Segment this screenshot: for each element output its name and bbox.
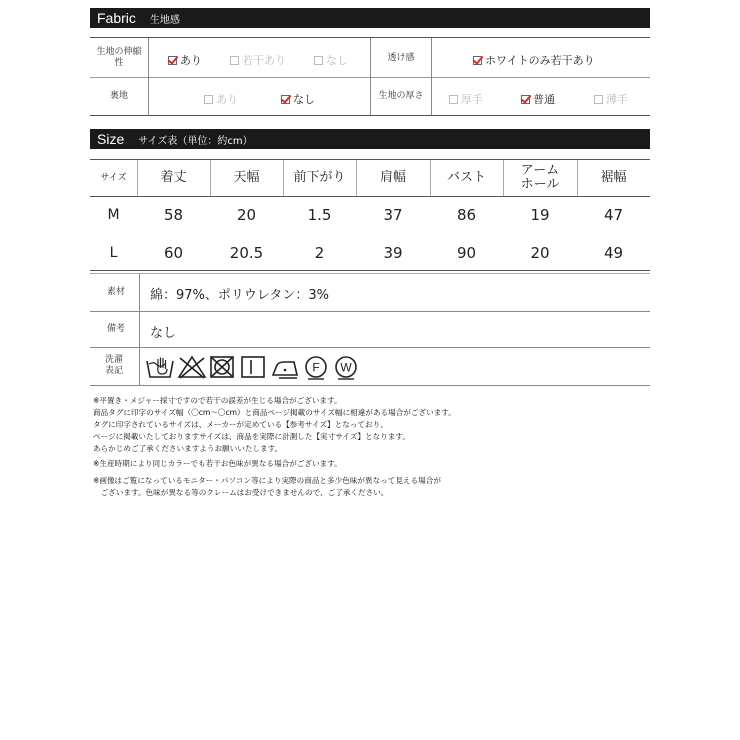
- sheer-option-white-slight: [473, 52, 595, 68]
- wet-clean-letter: W: [340, 360, 352, 375]
- note-line: あらかじめご了承くださいますようお願いいたします。: [93, 444, 283, 453]
- material-value: 綿：97%、ポリウレタン：3%: [150, 288, 329, 303]
- no-tumble-dry-icon: [209, 355, 235, 379]
- size-subtitle: サイズ表（単位：約cm）: [138, 135, 253, 147]
- remarks-value: なし: [150, 326, 177, 341]
- divider: [139, 274, 140, 385]
- size-cell: 58: [163, 206, 184, 224]
- stretch-label: 生地の伸縮性: [96, 47, 142, 68]
- thickness-option-thin: [594, 91, 628, 107]
- divider: [90, 196, 650, 197]
- remarks-label: 備考: [106, 324, 125, 334]
- size-column-header: 天幅: [233, 170, 260, 185]
- lining-option-no: [281, 91, 315, 107]
- thickness-label: 生地の厚さ: [378, 90, 424, 101]
- note-line: 商品タグに印字のサイズ幅（〇cm～〇cm）と商品ページ掲載のサイズ幅に相違がある場合がございます。: [93, 408, 456, 417]
- divider: [148, 38, 149, 115]
- divider: [283, 160, 284, 196]
- dry-clean-f-icon: [303, 355, 329, 381]
- divider: [90, 273, 650, 274]
- size-column-header: アーム ホール: [520, 163, 560, 192]
- size-column-header: 裾幅: [600, 170, 627, 185]
- stretch-option-slight: [230, 52, 286, 68]
- checkbox-checked-icon: [473, 56, 482, 65]
- checkbox-empty-icon: [204, 95, 213, 104]
- size-cell: 1.5: [307, 206, 332, 224]
- size-cell: 2: [314, 244, 325, 262]
- care-label: 洗濯表記: [104, 355, 123, 376]
- note-line: ※生産時期により同じカラーでも若干お色味が異なる場合がございます。: [93, 459, 342, 468]
- material-label: 素材: [106, 287, 125, 297]
- divider: [90, 385, 650, 386]
- divider: [90, 270, 650, 271]
- note-line: タグに印字されているサイズは、メーカーが定めている【参考サイズ】となっており、: [93, 420, 388, 429]
- stretch-option-yes: [168, 52, 202, 68]
- divider: [90, 311, 650, 312]
- lining-label: 裏地: [109, 90, 128, 101]
- size-cell: 60: [163, 244, 184, 262]
- size-cell: 20: [530, 244, 550, 262]
- wet-clean-w-icon: [333, 355, 359, 381]
- option-label: なし: [293, 93, 315, 106]
- size-cell: 20: [236, 206, 257, 224]
- divider: [90, 115, 650, 116]
- note-line: ページに掲載いたしておりますサイズは、商品を実際に計測した【実寸サイズ】となります。: [93, 432, 410, 441]
- size-title: Size: [97, 131, 125, 147]
- option-label: 普通: [533, 93, 555, 106]
- note-line: ※平置き・メジャー採寸ですので若干の誤差が生じる場合がございます。: [93, 396, 342, 405]
- size-cell: 37: [383, 206, 403, 224]
- option-label: ホワイトのみ若干あり: [485, 54, 595, 67]
- option-label: 厚手: [461, 93, 483, 106]
- size-cell: 47: [603, 206, 624, 224]
- hand-wash-icon: [145, 355, 175, 379]
- size-cell: 49: [603, 244, 624, 262]
- lining-option-yes: [204, 91, 238, 107]
- option-label: なし: [326, 54, 348, 67]
- sheer-label: 透け感: [387, 52, 415, 63]
- size-section-header: [90, 129, 650, 149]
- divider: [503, 160, 504, 196]
- option-label: 薄手: [606, 93, 628, 106]
- divider: [137, 160, 138, 196]
- fabric-title: Fabric: [97, 10, 136, 26]
- checkbox-checked-icon: [521, 95, 530, 104]
- note-line: ございます。色味が異なる等のクレームはお受けできませんので、ご了承ください。: [93, 488, 389, 497]
- fabric-subtitle: 生地感: [149, 14, 180, 26]
- note-line: ※画像はご覧になっているモニター・パソコン等により実際の商品と多少色味が異なって見える場合が: [93, 476, 441, 485]
- iron-low-icon: [270, 355, 300, 379]
- line-dry-icon: [240, 355, 266, 379]
- size-cell: 90: [456, 244, 477, 262]
- divider: [370, 38, 371, 115]
- checkbox-empty-icon: [230, 56, 239, 65]
- checkbox-empty-icon: [314, 56, 323, 65]
- size-column-header: 着丈: [160, 170, 187, 185]
- size-header-label: サイズ: [100, 173, 127, 183]
- checkbox-checked-icon: [281, 95, 290, 104]
- stretch-option-no: [314, 52, 348, 68]
- divider: [431, 38, 432, 115]
- divider: [210, 160, 211, 196]
- size-column-header: バスト: [446, 170, 486, 185]
- size-cell: 39: [383, 244, 403, 262]
- option-label: 若干あり: [242, 54, 286, 67]
- size-column-header: 前下がり: [293, 170, 346, 185]
- thickness-option-thick: [449, 91, 483, 107]
- thickness-option-normal: [521, 91, 555, 107]
- checkbox-empty-icon: [594, 95, 603, 104]
- divider: [430, 160, 431, 196]
- size-cell: 86: [456, 206, 477, 224]
- size-row-label: L: [109, 245, 118, 261]
- size-cell: 20.5: [229, 244, 264, 262]
- option-label: あり: [216, 93, 238, 106]
- fabric-section-header: [90, 8, 650, 28]
- checkbox-checked-icon: [168, 56, 177, 65]
- size-column-header: 肩幅: [379, 170, 406, 185]
- divider: [90, 347, 650, 348]
- size-cell: 19: [530, 206, 550, 224]
- size-row-label: M: [107, 207, 120, 223]
- dry-clean-letter: F: [312, 360, 320, 375]
- option-label: あり: [180, 54, 202, 67]
- divider: [356, 160, 357, 196]
- divider: [577, 160, 578, 196]
- no-bleach-icon: [177, 355, 207, 379]
- checkbox-empty-icon: [449, 95, 458, 104]
